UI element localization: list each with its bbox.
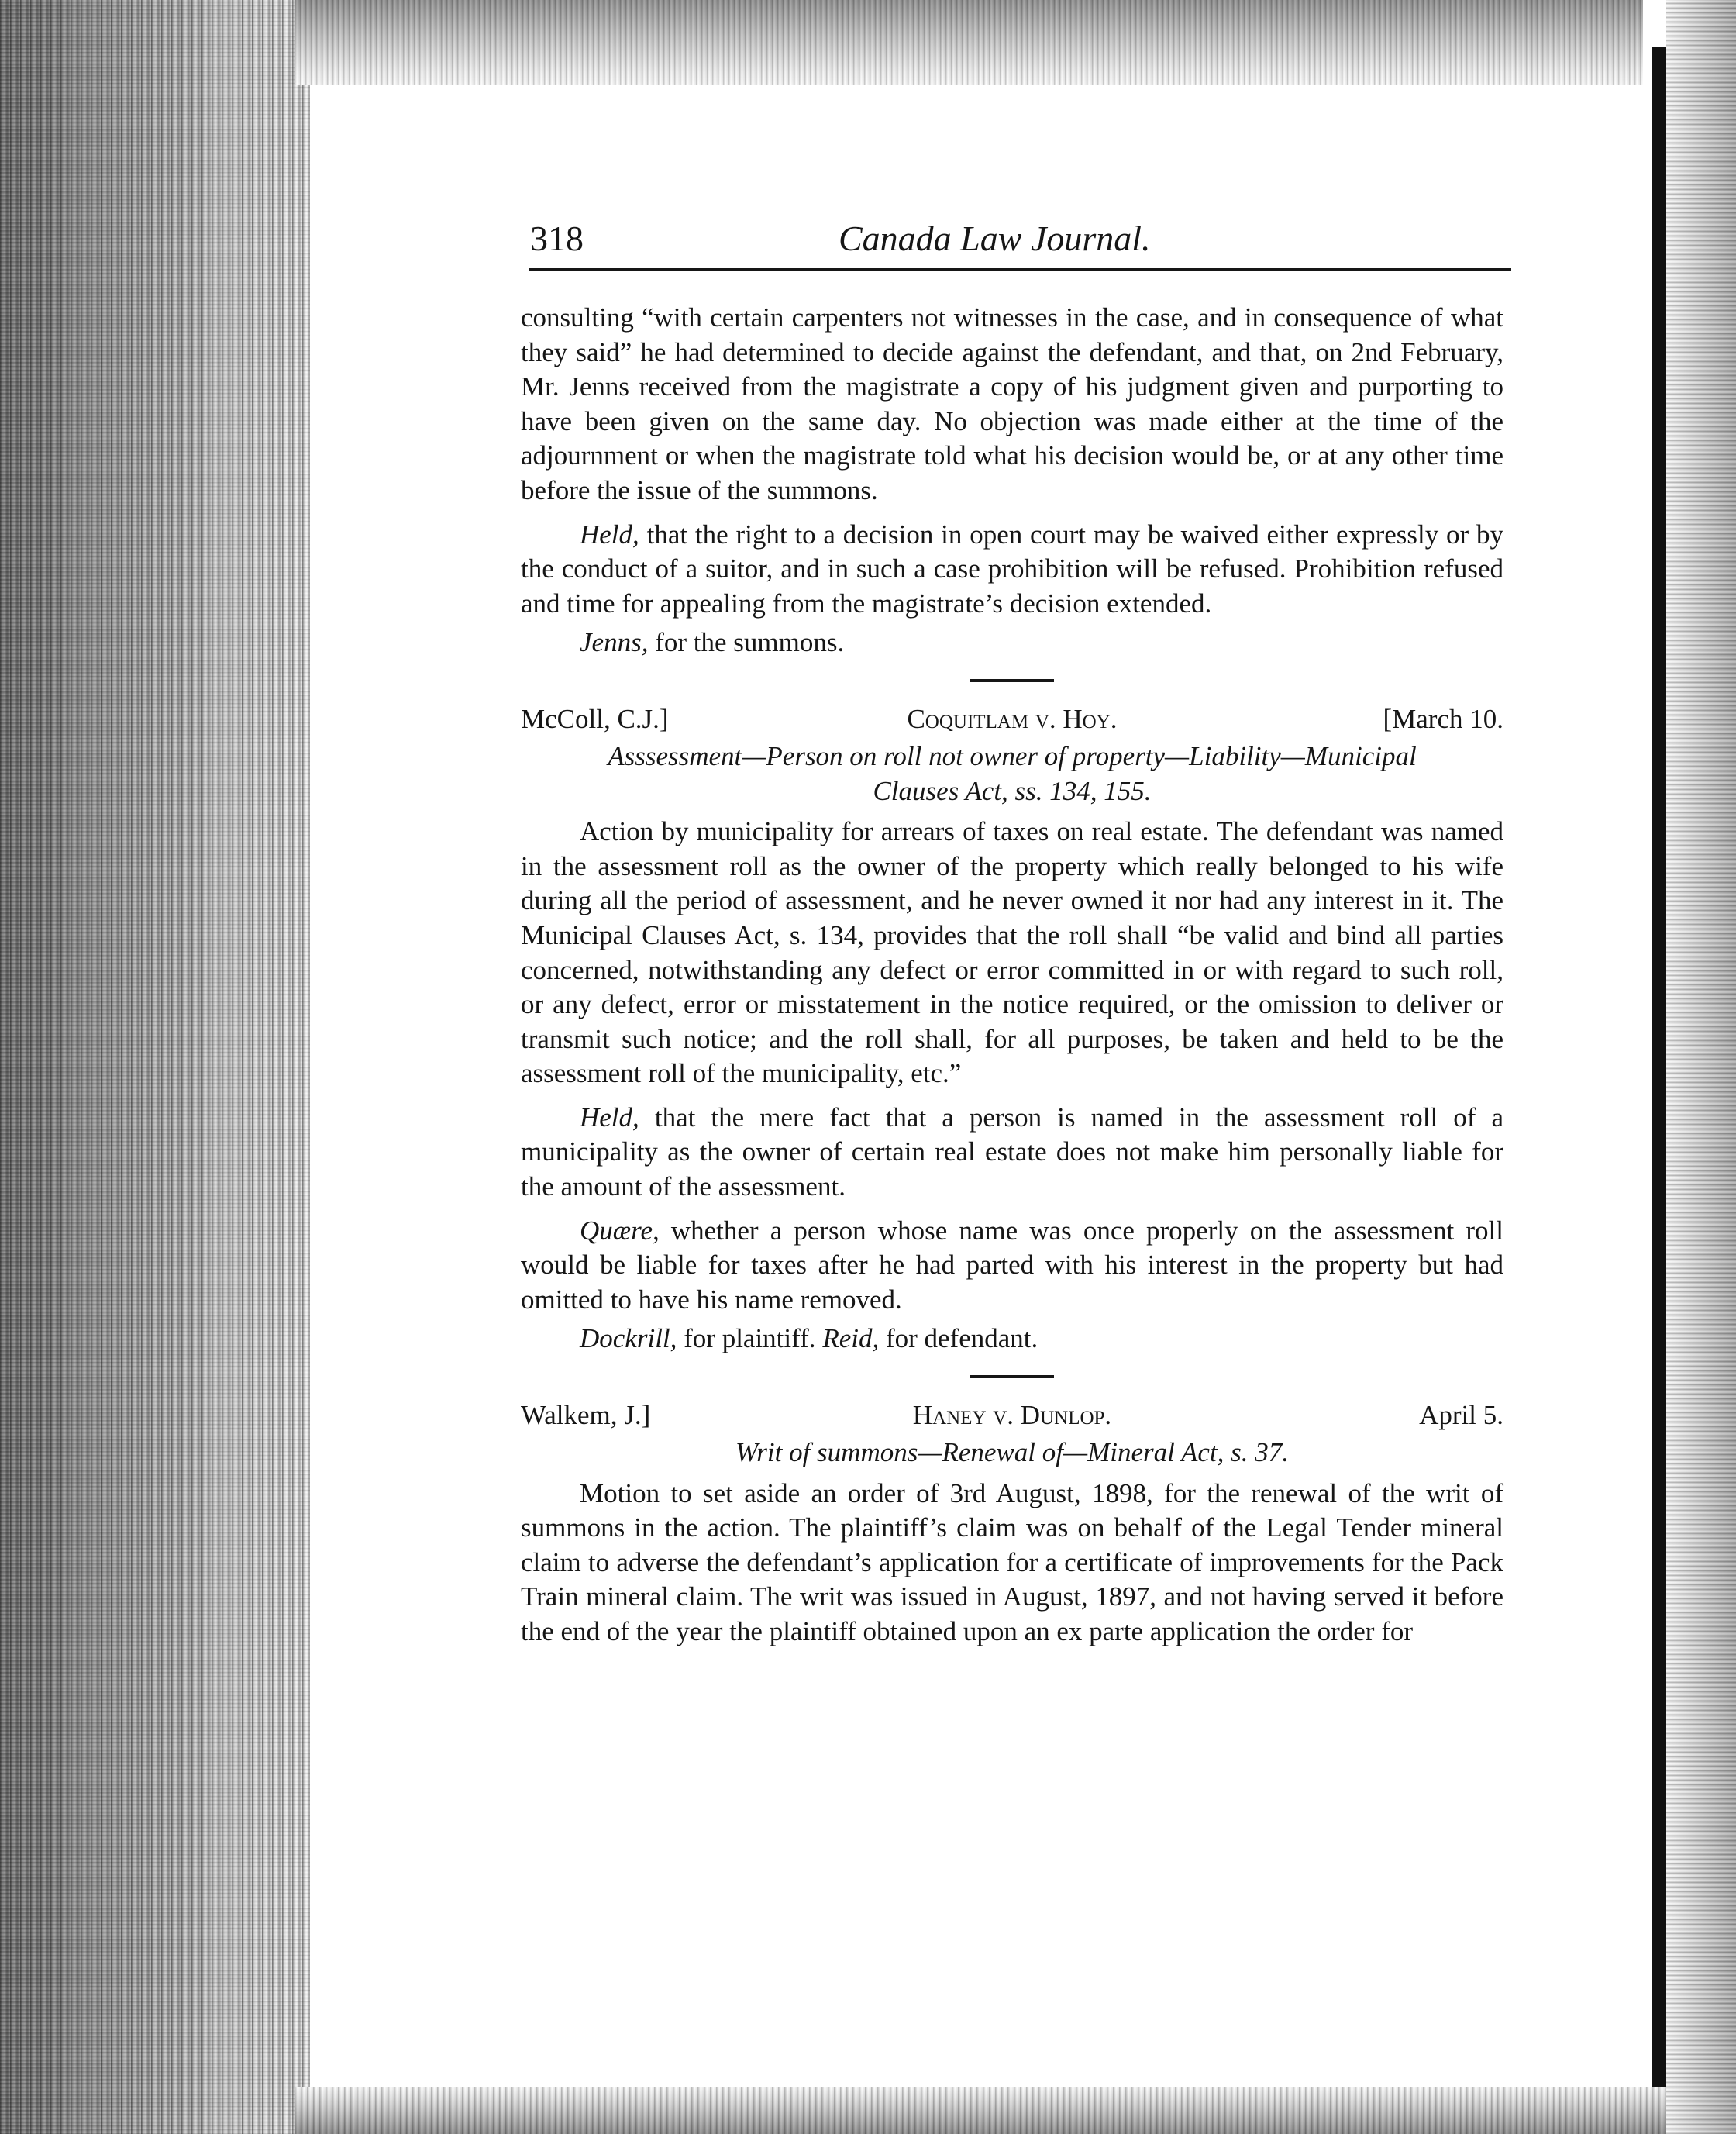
case2-headnote-line2: Clauses Act, ss. 134, 155. — [873, 775, 1152, 806]
held-text: that the mere fact that a person is named in the assessment roll of a municipality as the owner of certain real estate does not make him personally liable for the amount of the assessment. — [521, 1101, 1504, 1202]
case2-heading — [521, 702, 1504, 739]
journal-title: Canada Law Journal. — [839, 219, 1151, 258]
case3-headnote: Writ of summons—Renewal of—Mineral Act, s. 37. — [735, 1437, 1289, 1468]
case-separator — [970, 1375, 1054, 1378]
case3-paragraph: Motion to set aside an order of 3rd August, 1898, for the renewal of the writ of summons in the action. The plaintiff’s claim was on behalf of the Legal Tender mineral claim to adverse the defendant’s application for a certificate of improvements for the Pack Train mineral claim. The writ was issued in August, 1897, and not having served it before the end of the year the plaintiff obtained upon an ex parte application the order for — [521, 1477, 1504, 1646]
case2-headnote — [521, 739, 1504, 808]
case3-heading — [521, 1398, 1504, 1436]
case1-held — [521, 518, 1504, 622]
scan-left-edge — [0, 0, 310, 2134]
scan-top-edge — [294, 0, 1643, 85]
counsel-text: for the summons. — [648, 627, 845, 658]
counsel-name: Reid, — [822, 1323, 880, 1354]
quaere-text: whether a person whose name was once properly on the assessment roll would be liable for taxes after he had parted with his interest in the property but had omitted to have his name removed. — [521, 1215, 1504, 1315]
case2-paragraph: Action by municipality for arrears of taxes on real estate. The defendant was named in the assessment roll as the owner of the property which really belonged to his wife during all the period of assessment, and he never owned it nor had any interest in it. The Municipal Clauses Act, s. 134, provides that the roll shall “be valid and bind all parties concerned, notwithstanding any defect or error committed in or with regard to such roll, or any defect, error or misstatement in the notice required, or the omission to deliver or transmit such notice; and the roll shall, for all purposes, be taken and held to be the assessment roll of the municipality, etc.” — [521, 816, 1504, 1089]
held-label: Held, — [580, 1101, 639, 1133]
scan-right-shadow — [1652, 47, 1666, 2134]
held-label: Held, — [580, 519, 639, 550]
page-header — [521, 215, 1504, 262]
case-separator — [970, 679, 1054, 682]
case2-quaere — [521, 1214, 1504, 1318]
body-text — [521, 301, 1504, 1650]
scan-right-edge — [1666, 0, 1736, 2134]
journal-page — [521, 215, 1504, 1646]
counsel-text: for plaintiff. — [677, 1323, 823, 1354]
counsel-name: Dockrill, — [580, 1323, 677, 1354]
case2-counsel — [521, 1322, 1504, 1357]
case3-judge: Walkem, J.] — [521, 1400, 651, 1431]
page-number: 318 — [530, 219, 584, 258]
case2-judge: McColl, C.J.] — [521, 703, 669, 734]
case3-name: Haney v. Dunlop. — [912, 1400, 1112, 1431]
case2-held — [521, 1101, 1504, 1205]
held-text: that the right to a decision in open court may be waived either expressly or by the conduct of a suitor, and in such a case prohibition will be refused. Prohibition refused and time for appealing from the magistrate’s decision extended. — [521, 519, 1504, 619]
case2-headnote-line1: Asssessment—Person on roll not owner of property—Liability—Municipal — [608, 740, 1417, 771]
quaere-label: Quære, — [580, 1215, 660, 1246]
counsel-text: for defendant. — [879, 1323, 1038, 1354]
case2-name: Coquitlam v. Hoy. — [907, 703, 1118, 734]
case2-date: [March 10. — [1383, 703, 1504, 734]
counsel-name: Jenns, — [580, 627, 649, 658]
case1-counsel — [521, 626, 1504, 660]
header-rule — [529, 268, 1511, 271]
case1-paragraph: consulting “with certain carpenters not witnesses in the case, and in consequence of what they said” he had determined to decide against the defendant, and that, on 2nd February, Mr. Jenns received from the magistrate a copy of his judgment given and purporting to have been given on the same day. No objection was made either at the time of the adjournment or when the magistrate told what his decision would be, or at any other time before the issue of the summons. — [521, 302, 1504, 505]
case3-date: April 5. — [1419, 1400, 1504, 1431]
scan-bottom-edge — [294, 2087, 1666, 2134]
